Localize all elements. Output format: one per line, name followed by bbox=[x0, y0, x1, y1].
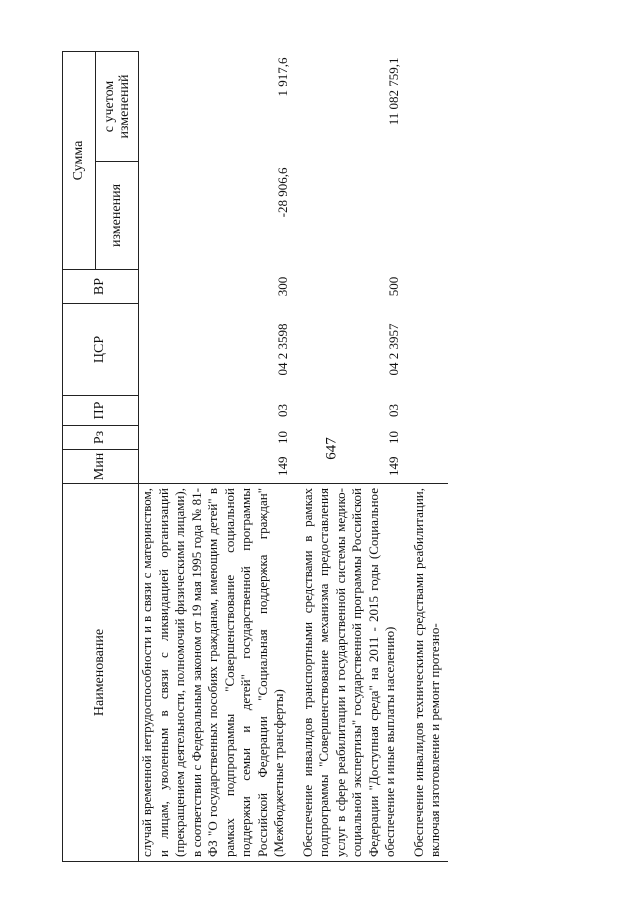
budget-table-rotated bbox=[62, 52, 602, 862]
row-rz: 10 bbox=[275, 431, 290, 444]
row-vr: 500 bbox=[386, 276, 401, 297]
row-with-changes: 1 917,6 bbox=[275, 57, 290, 97]
row-pr: 03 bbox=[386, 404, 401, 417]
row-pr: 03 bbox=[275, 404, 290, 417]
row-min bbox=[403, 450, 448, 484]
budget-table bbox=[62, 51, 448, 862]
row-name: Обеспечение инвалидов транспортными средствами в рамках подпрограммы "Совершенствование механизма предоставления услуг в сфере реабилитации и государственной системы медико-социальной экспертизы" государственной программы Российской Федерации "Доступная среда" на 2011 - 2015 годы (Социальное обеспечение и иные выплаты населению) bbox=[292, 484, 403, 862]
row-name: случай временной нетрудоспособности и в связи с материнством, и лицам, уволенным в связи с ликвидацией организаций (прекращением деятельности, полномочий физическими лицами), в соответствии с Федеральным законом от 19 мая 1995 года № 81-ФЗ "О государственных пособиях гражданам, имеющим детей" в рамках подпрограммы "Совершенствование социальной поддержки семьи и детей" государственной программы Российской Федерации "Социальная поддержка граждан" (Межбюджетные трансферты) bbox=[139, 484, 292, 862]
row-pr bbox=[403, 396, 448, 426]
row-with-changes bbox=[403, 52, 448, 162]
row-min: 149 bbox=[386, 456, 401, 476]
row-csr: 04 2 3598 bbox=[275, 323, 290, 376]
header-csr: ЦСР bbox=[63, 304, 139, 396]
row-changes bbox=[292, 162, 403, 270]
row-csr: 04 2 3957 bbox=[386, 323, 401, 376]
row-changes: -28 906,6 bbox=[275, 167, 290, 218]
row-rz: 10 bbox=[386, 431, 401, 444]
row-changes bbox=[403, 162, 448, 270]
header-vr: ВР bbox=[63, 270, 139, 304]
table-row bbox=[139, 52, 292, 862]
table-row bbox=[403, 52, 448, 862]
header-changes: изменения bbox=[96, 162, 139, 270]
row-csr bbox=[403, 304, 448, 396]
header-min: Мин bbox=[63, 450, 139, 484]
header-pr: ПР bbox=[63, 396, 139, 426]
row-with-changes: 11 082 759,1 bbox=[386, 57, 401, 126]
row-min: 149 bbox=[275, 456, 290, 476]
header-rz: Рз bbox=[63, 426, 139, 450]
table-row bbox=[292, 52, 403, 862]
row-vr: 300 bbox=[275, 276, 290, 297]
row-vr bbox=[403, 270, 448, 304]
header-name: Наименование bbox=[63, 484, 139, 862]
page-number: 647 bbox=[323, 437, 340, 460]
row-rz bbox=[403, 426, 448, 450]
header-with-changes: с учетом изменений bbox=[96, 52, 139, 162]
row-name: Обеспечение инвалидов техническими средствами реабилитации, включая изготовление и ремонт протезно- bbox=[403, 484, 448, 862]
header-sum: Сумма bbox=[63, 52, 96, 270]
